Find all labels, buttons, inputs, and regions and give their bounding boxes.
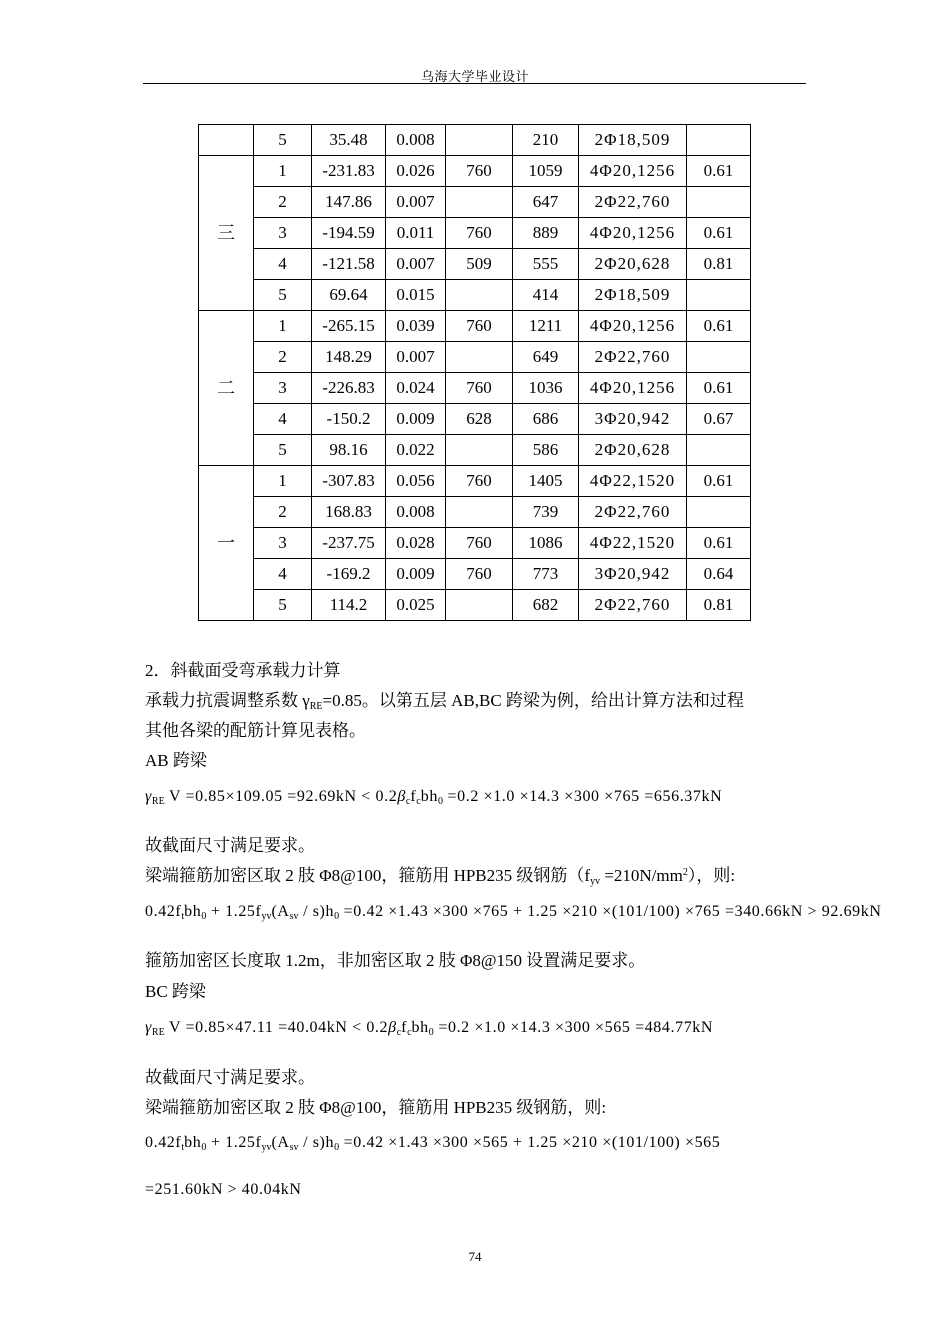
steel-choice-cell: 2Φ18,509 [579,280,687,311]
bc-shear-formula: $0.42f_tbh_0 + 1.25f_{yv}(A_{sv} / s)h_0 =0.42 \times 1.43 \times 300 \times 565 + 1.25 \times 210 \times(101/100) \times 565$ [145,1134,721,1153]
steel-area-cell: 414 [513,280,579,311]
min-steel-cell [446,590,513,621]
table-row [199,559,751,590]
ab-section-check: 故截面尺寸满足要求。 [145,836,315,855]
reinforcement-ratio-cell: 0.61 [687,528,751,559]
intro-paragraph-line2: 其他各梁的配筋计算见表格。 [145,721,366,740]
ab-section-formula: $\gamma_{RE}$ $V =0.85\times 109.05 =92.69kN < 0.2\beta_cf_cbh_0 =0.2 \times 1.0 \times 14.3 \times 300 \times 765 =656.37kN$ [145,788,723,807]
min-steel-cell: 760 [446,218,513,249]
rebar-table [198,124,751,621]
reinforcement-ratio-cell [687,497,751,528]
ratio-cell: 0.007 [386,342,446,373]
steel-choice-cell: 2Φ22,760 [579,187,687,218]
section-number-cell: 4 [254,249,312,280]
steel-area-cell: 1036 [513,373,579,404]
section-number-cell: 1 [254,311,312,342]
steel-area-cell: 586 [513,435,579,466]
table-row [199,249,751,280]
table-row [199,342,751,373]
table-row [199,311,751,342]
section-number-cell: 3 [254,218,312,249]
reinforcement-ratio-cell [687,125,751,156]
steel-area-cell: 889 [513,218,579,249]
bc-section-formula: $\gamma_{RE}$ $V =0.85\times 47.11 =40.04kN < 0.2\beta_cf_cbh_0 =0.2 \times 1.0 \times 14.3 \times 300 \times 565 =484.77kN$ [145,1019,714,1038]
steel-area-cell: 1059 [513,156,579,187]
bc-shear-result: =251.60kN > 40.04kN [145,1181,302,1198]
table-row [199,466,751,497]
moment-cell: 98.16 [312,435,386,466]
moment-cell: -194.59 [312,218,386,249]
moment-cell: 147.86 [312,187,386,218]
table-row [199,125,751,156]
reinforcement-ratio-cell: 0.67 [687,404,751,435]
moment-cell: 114.2 [312,590,386,621]
table-row [199,435,751,466]
ratio-cell: 0.024 [386,373,446,404]
min-steel-cell: 760 [446,311,513,342]
ratio-cell: 0.007 [386,249,446,280]
min-steel-cell [446,187,513,218]
steel-choice-cell: 2Φ22,760 [579,590,687,621]
steel-area-cell: 649 [513,342,579,373]
moment-cell: -231.83 [312,156,386,187]
steel-choice-cell: 4Φ22,1520 [579,528,687,559]
table-row [199,187,751,218]
page-number: 74 [468,1249,482,1264]
section-number-cell: 4 [254,559,312,590]
steel-area-cell: 210 [513,125,579,156]
steel-choice-cell: 3Φ20,942 [579,404,687,435]
table-row [199,156,751,187]
section-number-cell: 4 [254,404,312,435]
moment-cell: -169.2 [312,559,386,590]
table-row [199,373,751,404]
floor-cell: 二 [199,311,254,466]
reinforcement-ratio-cell [687,280,751,311]
ratio-cell: 0.015 [386,280,446,311]
steel-area-cell: 682 [513,590,579,621]
min-steel-cell: 760 [446,528,513,559]
reinforcement-ratio-cell: 0.61 [687,466,751,497]
section-number-cell: 5 [254,590,312,621]
bc-section-check: 故截面尺寸满足要求。 [145,1068,315,1087]
steel-choice-cell: 2Φ20,628 [579,435,687,466]
ab-span-heading: AB 跨梁 [145,751,207,770]
reinforcement-ratio-cell [687,342,751,373]
ratio-cell: 0.008 [386,497,446,528]
steel-choice-cell: 2Φ18,509 [579,125,687,156]
steel-area-cell: 1211 [513,311,579,342]
steel-area-cell: 686 [513,404,579,435]
min-steel-cell: 628 [446,404,513,435]
ratio-cell: 0.007 [386,187,446,218]
floor-cell [199,125,254,156]
min-steel-cell [446,497,513,528]
ab-zone-text: 箍筋加密区长度取 1.2m，非加密区取 2 肢 Φ8@150 设置满足要求。 [145,951,646,970]
moment-cell: -226.83 [312,373,386,404]
reinforcement-ratio-cell [687,435,751,466]
floor-cell: 三 [199,156,254,311]
steel-area-cell: 1405 [513,466,579,497]
steel-choice-cell: 4Φ20,1256 [579,218,687,249]
steel-choice-cell: 2Φ22,760 [579,497,687,528]
table-row [199,218,751,249]
section-number-cell: 3 [254,528,312,559]
moment-cell: 69.64 [312,280,386,311]
reinforcement-ratio-cell: 0.61 [687,218,751,249]
ratio-cell: 0.022 [386,435,446,466]
section-number-cell: 5 [254,280,312,311]
steel-area-cell: 647 [513,187,579,218]
page-header: 乌海大学毕业设计 [420,69,529,84]
moment-cell: -265.15 [312,311,386,342]
steel-choice-cell: 4Φ20,1256 [579,311,687,342]
reinforcement-ratio-cell: 0.61 [687,373,751,404]
ab-shear-formula: $0.42f_tbh_0 + 1.25f_{yv}(A_{sv} / s)h_0 =0.42 \times 1.43 \times 300 \times 765 + 1.25 \times 210 \times(101/100) \times 765 =340.66kN > 92.69kN$ [145,903,882,922]
section-number-cell: 5 [254,435,312,466]
moment-cell: 148.29 [312,342,386,373]
reinforcement-ratio-cell: 0.81 [687,590,751,621]
ratio-cell: 0.025 [386,590,446,621]
section-number-cell: 2 [254,497,312,528]
steel-area-cell: 773 [513,559,579,590]
reinforcement-ratio-cell: 0.64 [687,559,751,590]
min-steel-cell [446,342,513,373]
ab-stirrup-text: 梁端箍筋加密区取 2 肢 Φ8@100，箍筋用 HPB235 级钢筋$(f_{yv} =210N/mm^2)$，则: [145,866,736,887]
reinforcement-ratio-cell: 0.61 [687,311,751,342]
section-number-cell: 1 [254,466,312,497]
table-row [199,280,751,311]
bc-stirrup-text: 梁端箍筋加密区取 2 肢 Φ8@100，箍筋用 HPB235 级钢筋，则: [145,1098,607,1117]
floor-cell: 一 [199,466,254,621]
steel-choice-cell: 3Φ20,942 [579,559,687,590]
ratio-cell: 0.011 [386,218,446,249]
ratio-cell: 0.009 [386,404,446,435]
steel-choice-cell: 2Φ20,628 [579,249,687,280]
section-number-cell: 2 [254,187,312,218]
min-steel-cell: 760 [446,373,513,404]
header-rule [143,83,806,84]
intro-paragraph: 承载力抗震调整系数 $\gamma_{RE}=0.85$。以第五层 AB,BC 跨梁为例，给出计算方法和过程 [145,691,744,712]
reinforcement-ratio-cell [687,187,751,218]
steel-choice-cell: 2Φ22,760 [579,342,687,373]
section-number-cell: 1 [254,156,312,187]
reinforcement-ratio-cell: 0.81 [687,249,751,280]
ratio-cell: 0.028 [386,528,446,559]
steel-area-cell: 739 [513,497,579,528]
table-row [199,528,751,559]
ratio-cell: 0.039 [386,311,446,342]
min-steel-cell: 760 [446,156,513,187]
min-steel-cell [446,125,513,156]
moment-cell: -121.58 [312,249,386,280]
steel-area-cell: 555 [513,249,579,280]
ratio-cell: 0.026 [386,156,446,187]
ratio-cell: 0.056 [386,466,446,497]
moment-cell: -150.2 [312,404,386,435]
section-heading: 2．斜截面受弯承载力计算 [145,661,341,680]
section-number-cell: 3 [254,373,312,404]
moment-cell: 168.83 [312,497,386,528]
steel-area-cell: 1086 [513,528,579,559]
min-steel-cell [446,280,513,311]
moment-cell: 35.48 [312,125,386,156]
reinforcement-ratio-cell: 0.61 [687,156,751,187]
bc-span-heading: BC 跨梁 [145,982,206,1001]
table-row [199,590,751,621]
steel-choice-cell: 4Φ20,1256 [579,156,687,187]
steel-choice-cell: 4Φ20,1256 [579,373,687,404]
ratio-cell: 0.008 [386,125,446,156]
steel-choice-cell: 4Φ22,1520 [579,466,687,497]
min-steel-cell: 509 [446,249,513,280]
section-number-cell: 2 [254,342,312,373]
moment-cell: -307.83 [312,466,386,497]
min-steel-cell: 760 [446,559,513,590]
table-row [199,404,751,435]
ratio-cell: 0.009 [386,559,446,590]
min-steel-cell [446,435,513,466]
section-number-cell: 5 [254,125,312,156]
min-steel-cell: 760 [446,466,513,497]
table-row [199,497,751,528]
moment-cell: -237.75 [312,528,386,559]
